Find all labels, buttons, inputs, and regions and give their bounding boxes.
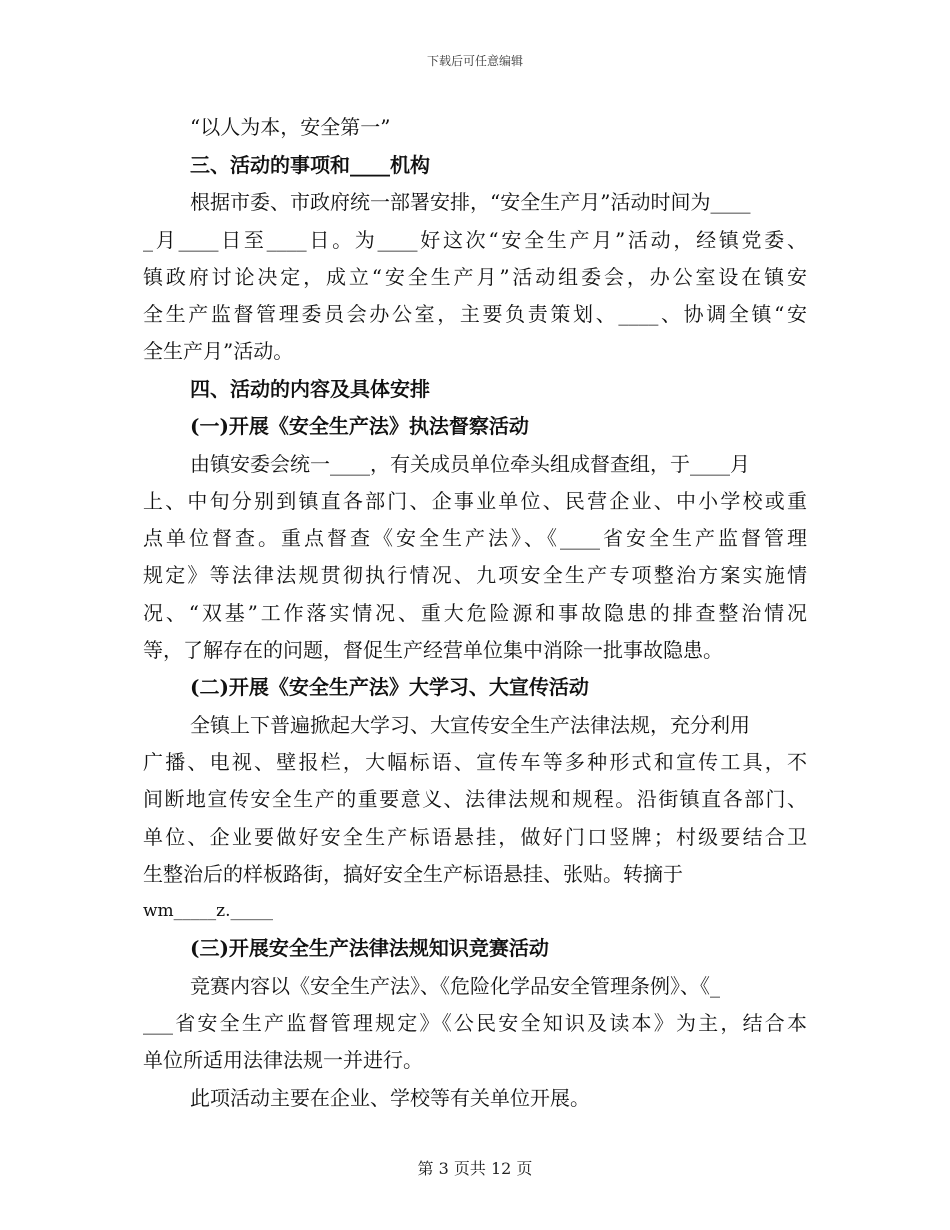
paragraph-line: 上、中旬分别到镇直各部门、企事业单位、民营企业、中小学校或重 bbox=[143, 489, 807, 513]
paragraph-line: 间断地宣传安全生产的重要意义、法律法规和规程。沿街镇直各部门、 bbox=[143, 787, 807, 811]
paragraph-line: 全生产月”活动。 bbox=[143, 339, 294, 363]
paragraph-line: 点单位督查。重点督查《安全生产法》、《____省安全生产监督管理 bbox=[143, 526, 807, 550]
section-heading-3: 三、活动的事项和____机构 bbox=[190, 153, 430, 177]
paragraph-line: 全镇上下普遍掀起大学习、大宣传安全生产法律法规，充分利用 bbox=[190, 713, 750, 737]
subsection-heading-3: (三)开展安全生产法律法规知识竞赛活动 bbox=[190, 936, 549, 960]
subsection-heading-1: (一)开展《安全生产法》执法督察活动 bbox=[190, 414, 529, 438]
paragraph-line: _月____日至____日。为____好这次“安全生产月”活动，经镇党委、 bbox=[143, 228, 807, 252]
paragraph-line: 全生产监督管理委员会办公室，主要负责策划、____、协调全镇“安 bbox=[143, 302, 807, 326]
paragraph-line: 根据市委、市政府统一部署安排，“安全生产月”活动时间为____ bbox=[190, 190, 751, 214]
source-note: wm_____z._____ bbox=[143, 901, 274, 921]
paragraph-line: 生整治后的样板路街，搞好安全生产标语悬挂、张贴。转摘于 bbox=[143, 862, 683, 886]
page-header: 下载后可任意编辑 bbox=[426, 54, 523, 68]
paragraph-line: 等，了解存在的问题，督促生产经营单位集中消除一批事故隐患。 bbox=[143, 638, 723, 662]
paragraph-line: 单位、企业要做好安全生产标语悬挂，做好门口竖牌；村级要结合卫 bbox=[143, 825, 807, 849]
paragraph-line: 单位所适用法律法规一并进行。 bbox=[143, 1048, 423, 1072]
paragraph-line: 规定》等法律法规贯彻执行情况、九项安全生产专项整治方案实施情 bbox=[143, 563, 807, 587]
paragraph-line: 由镇安委会统一____，有关成员单位牵头组成督查组，于____月 bbox=[190, 452, 750, 476]
section-heading-4: 四、活动的内容及具体安排 bbox=[190, 377, 430, 401]
paragraph-line: 竞赛内容以《安全生产法》、《危险化学品安全管理条例》、《_ bbox=[190, 974, 720, 998]
paragraph-line: 此项活动主要在企业、学校等有关单位开展。 bbox=[190, 1086, 590, 1110]
quote-slogan: “以人为本，安全第一” bbox=[190, 115, 391, 139]
page-footer: 第 3 页共 12 页 bbox=[417, 1159, 533, 1178]
paragraph-line: 镇政府讨论决定，成立“安全生产月”活动组委会，办公室设在镇安 bbox=[143, 265, 807, 289]
paragraph-line: ___省安全生产监督管理规定》《公民安全知识及读本》为主，结合本 bbox=[143, 1011, 807, 1035]
subsection-heading-2: (二)开展《安全生产法》大学习、大宣传活动 bbox=[190, 675, 589, 699]
paragraph-line: 广播、电视、壁报栏，大幅标语、宣传车等多种形式和宣传工具，不 bbox=[143, 750, 807, 774]
paragraph-line: 况、“双基”工作落实情况、重大危险源和事故隐患的排查整治情况 bbox=[143, 601, 807, 625]
